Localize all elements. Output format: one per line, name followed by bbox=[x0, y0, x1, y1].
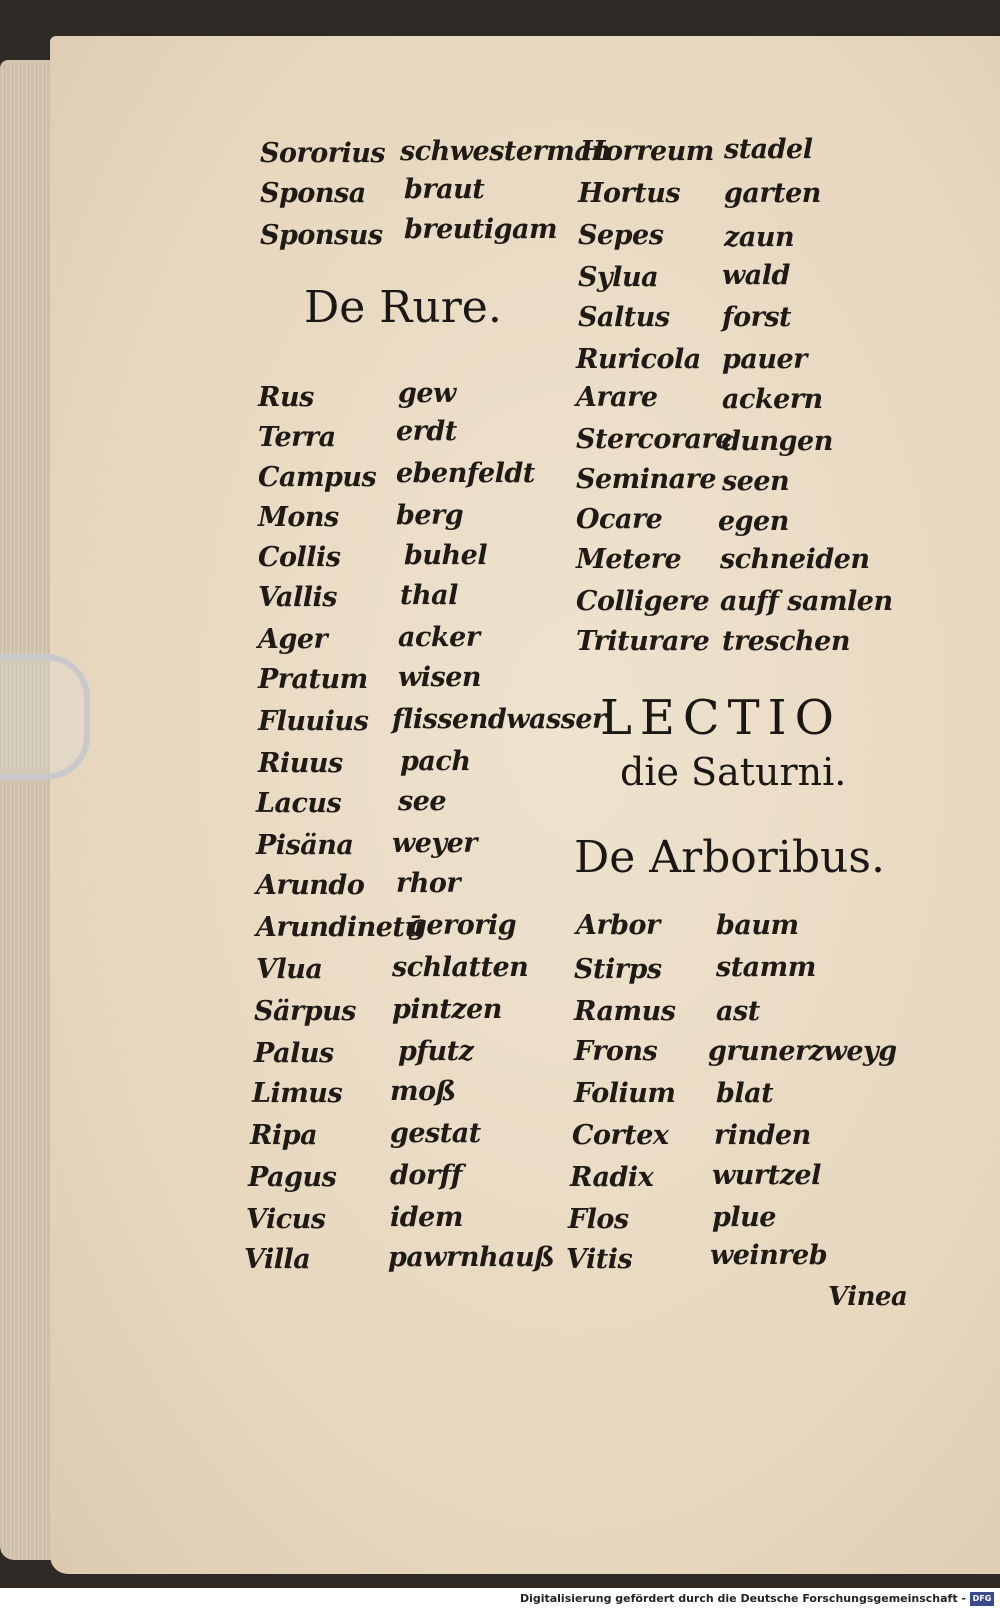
latin-word: Flos bbox=[568, 1204, 629, 1235]
german-word: treschen bbox=[722, 626, 850, 657]
latin-word: Pratum bbox=[258, 664, 368, 695]
german-word: rinden bbox=[714, 1120, 811, 1151]
german-word: wurtzel bbox=[712, 1160, 821, 1191]
latin-word: Stercorare bbox=[576, 424, 732, 455]
german-word: zaun bbox=[724, 222, 795, 253]
german-word: see bbox=[398, 786, 447, 817]
german-word: pauer bbox=[722, 344, 807, 375]
latin-word: Ripa bbox=[250, 1120, 318, 1151]
paper-clip bbox=[0, 654, 90, 780]
latin-word: Mons bbox=[258, 502, 339, 533]
latin-word: Fluuius bbox=[258, 706, 369, 737]
german-word: grunerzweyg bbox=[708, 1036, 897, 1067]
latin-word: Vlua bbox=[256, 954, 323, 985]
latin-word: Colligere bbox=[576, 586, 710, 617]
latin-word: Rus bbox=[258, 382, 314, 413]
german-word: schwesterman bbox=[400, 136, 611, 167]
latin-word: Ruricola bbox=[576, 344, 701, 375]
german-word: dorff bbox=[390, 1160, 462, 1191]
latin-word: Pisäna bbox=[256, 830, 354, 861]
german-word: braut bbox=[404, 174, 485, 205]
german-word: wald bbox=[722, 260, 790, 291]
german-word: blat bbox=[716, 1078, 774, 1109]
german-word: moß bbox=[390, 1076, 456, 1107]
latin-word: Palus bbox=[254, 1038, 334, 1069]
latin-word: Arbor bbox=[576, 910, 660, 941]
latin-word: Collis bbox=[258, 542, 341, 573]
german-word: auff samlen bbox=[720, 586, 893, 617]
german-word: pfutz bbox=[398, 1036, 474, 1067]
german-word: weyer bbox=[392, 828, 478, 859]
german-word: pawrnhauß bbox=[388, 1242, 555, 1273]
german-word: schneiden bbox=[720, 544, 870, 575]
german-word: baum bbox=[716, 910, 799, 941]
latin-word: Triturare bbox=[576, 626, 710, 657]
german-word: schlatten bbox=[392, 952, 529, 983]
latin-word: Saltus bbox=[578, 302, 670, 333]
german-word: thal bbox=[400, 580, 458, 611]
german-word: ackern bbox=[722, 384, 823, 415]
latin-word: Frons bbox=[574, 1036, 658, 1067]
german-word: gerorig bbox=[408, 910, 517, 941]
catchword: Vinea bbox=[828, 1282, 908, 1312]
latin-word: Hortus bbox=[578, 178, 681, 209]
digitization-footer bbox=[0, 1588, 1000, 1611]
german-word: buhel bbox=[404, 540, 488, 571]
german-word: erdt bbox=[396, 416, 457, 447]
german-word: wisen bbox=[398, 662, 482, 693]
latin-word: Pagus bbox=[248, 1162, 337, 1193]
section-heading-de-arboribus: De Arboribus. bbox=[574, 832, 885, 883]
latin-word: Arundo bbox=[256, 870, 365, 901]
book-page bbox=[50, 36, 1000, 1574]
german-word: breutigam bbox=[404, 214, 558, 245]
latin-word: Limus bbox=[252, 1078, 343, 1109]
latin-word: Horreum bbox=[580, 136, 714, 167]
latin-word: Stirps bbox=[574, 954, 662, 985]
dfg-logo: DFG bbox=[970, 1592, 994, 1606]
section-heading-de-rure: De Rure. bbox=[304, 282, 502, 333]
latin-word: Vicus bbox=[246, 1204, 326, 1235]
latin-word: Seminare bbox=[576, 464, 717, 495]
german-word: ast bbox=[716, 996, 760, 1027]
german-word: seen bbox=[722, 466, 790, 497]
latin-word: Vitis bbox=[566, 1244, 633, 1275]
german-word: gestat bbox=[390, 1118, 481, 1149]
latin-word: Villa bbox=[244, 1244, 311, 1275]
latin-word: Radix bbox=[570, 1162, 654, 1193]
latin-word: Arundinetū bbox=[256, 912, 424, 943]
german-word: berg bbox=[396, 500, 464, 531]
latin-word: Vallis bbox=[258, 582, 337, 613]
latin-word: Terra bbox=[258, 422, 336, 453]
german-word: forst bbox=[722, 302, 792, 333]
latin-word: Sepes bbox=[578, 220, 664, 251]
german-word: stamm bbox=[716, 952, 816, 983]
german-word: rhor bbox=[396, 868, 461, 899]
lectio-heading: LECTIO bbox=[600, 690, 842, 746]
german-word: idem bbox=[390, 1202, 463, 1233]
latin-word: Sponsa bbox=[260, 178, 366, 209]
german-word: plue bbox=[712, 1202, 776, 1233]
latin-word: Ocare bbox=[576, 504, 663, 535]
german-word: weinreb bbox=[710, 1240, 828, 1271]
german-word: flissendwasser bbox=[392, 704, 606, 735]
german-word: pintzen bbox=[392, 994, 502, 1025]
german-word: egen bbox=[718, 506, 789, 537]
latin-word: Campus bbox=[258, 462, 377, 493]
latin-word: Sylua bbox=[578, 262, 659, 293]
latin-word: Ager bbox=[258, 624, 328, 655]
german-word: garten bbox=[724, 178, 821, 209]
latin-word: Sponsus bbox=[260, 220, 383, 251]
german-word: pach bbox=[400, 746, 471, 777]
latin-word: Folium bbox=[574, 1078, 676, 1109]
latin-word: Arare bbox=[576, 382, 658, 413]
german-word: gew bbox=[398, 378, 456, 409]
latin-word: Riuus bbox=[258, 748, 343, 779]
latin-word: Ramus bbox=[574, 996, 676, 1027]
latin-word: Metere bbox=[576, 544, 682, 575]
german-word: acker bbox=[398, 622, 480, 653]
german-word: stadel bbox=[724, 134, 813, 165]
german-word: ebenfeldt bbox=[396, 458, 535, 489]
footer-text: Digitalisierung gefördert durch die Deutsche Forschungsgemeinschaft - bbox=[519, 1592, 966, 1605]
latin-word: Cortex bbox=[572, 1120, 669, 1151]
german-word: dungen bbox=[722, 426, 833, 457]
lectio-subheading: die Saturni. bbox=[620, 750, 847, 794]
latin-word: Lacus bbox=[256, 788, 342, 819]
latin-word: Sororius bbox=[260, 138, 386, 169]
latin-word: Särpus bbox=[254, 996, 356, 1027]
